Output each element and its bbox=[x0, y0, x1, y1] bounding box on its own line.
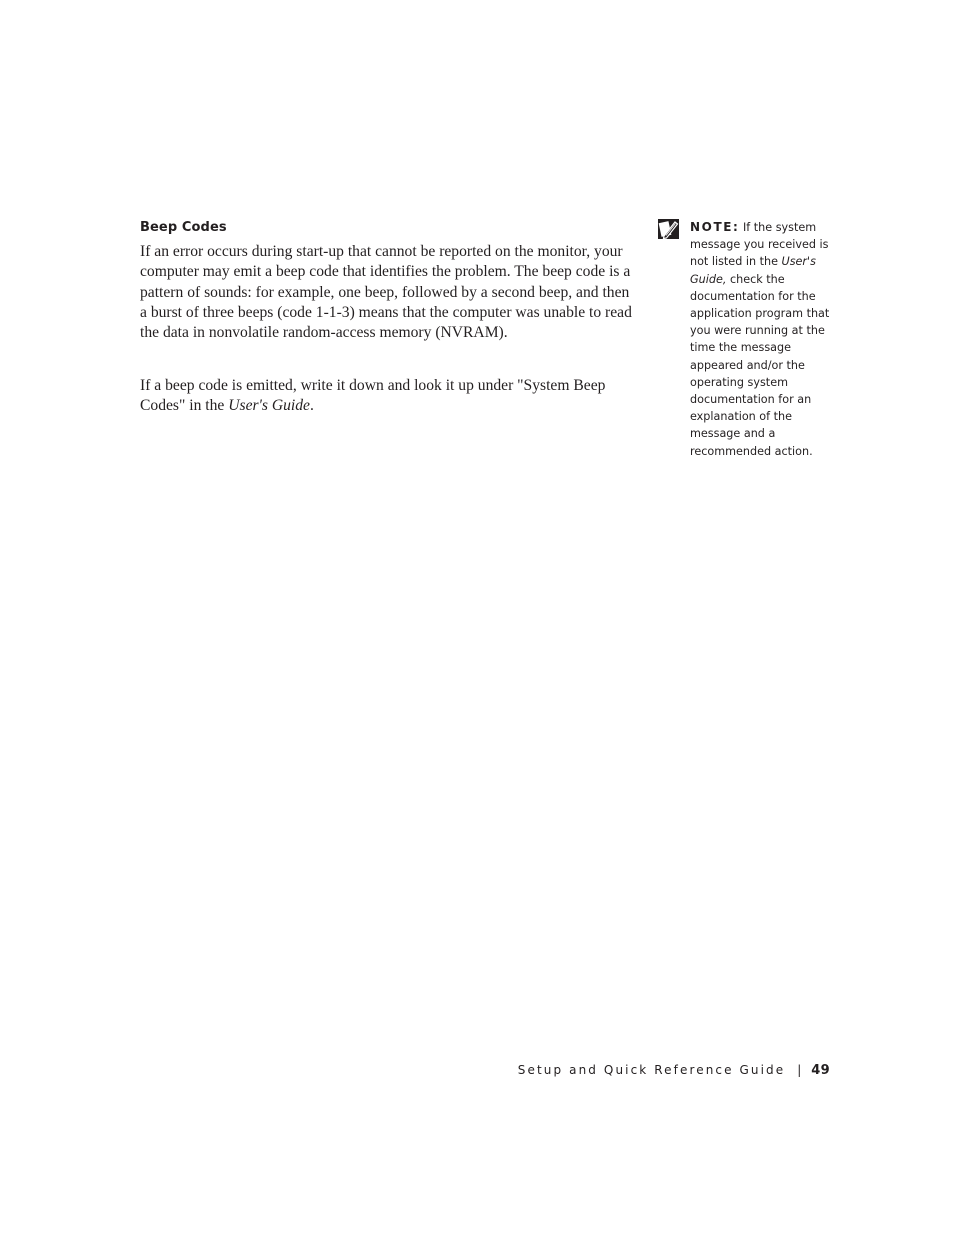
note-text bbox=[690, 219, 842, 460]
footer-guide-title: Setup and Quick Reference Guide bbox=[517, 1063, 786, 1077]
page-footer bbox=[518, 1061, 830, 1080]
paragraph-2-end: . bbox=[309, 397, 314, 415]
body-paragraph-2 bbox=[140, 376, 632, 417]
body-paragraph-1: If an error occurs during start-up that cannot be reported on the monitor, your computer may emit a beep code that identifies the problem. The beep code is a pattern of sounds: for example, one beep, followed by a second beep, and then a burst of three beeps (code 1-1-3) means that the computer was unable to read the data in nonvolatile random-access memory (NVRAM). bbox=[140, 243, 632, 342]
page-number: 49 bbox=[811, 1063, 830, 1078]
note-label: NOTE: bbox=[690, 220, 740, 234]
note-pencil-icon bbox=[658, 219, 679, 239]
footer-separator: | bbox=[797, 1063, 802, 1077]
section-heading: Beep Codes bbox=[140, 220, 227, 235]
users-guide-reference: User's Guide bbox=[228, 397, 310, 415]
note-body-text: If the system message you received is not listed in the bbox=[690, 221, 829, 269]
note-body-text-end: check the documentation for the application program that you were running at the time the message appeared and/or the operating system documentation for an explanation of the message and a recommended action. bbox=[690, 272, 830, 458]
note-users-guide-reference: User's Guide, bbox=[690, 255, 816, 286]
paragraph-2-text: If a beep code is emitted, write it down and look it up under "System Beep Codes" in the bbox=[140, 377, 606, 415]
